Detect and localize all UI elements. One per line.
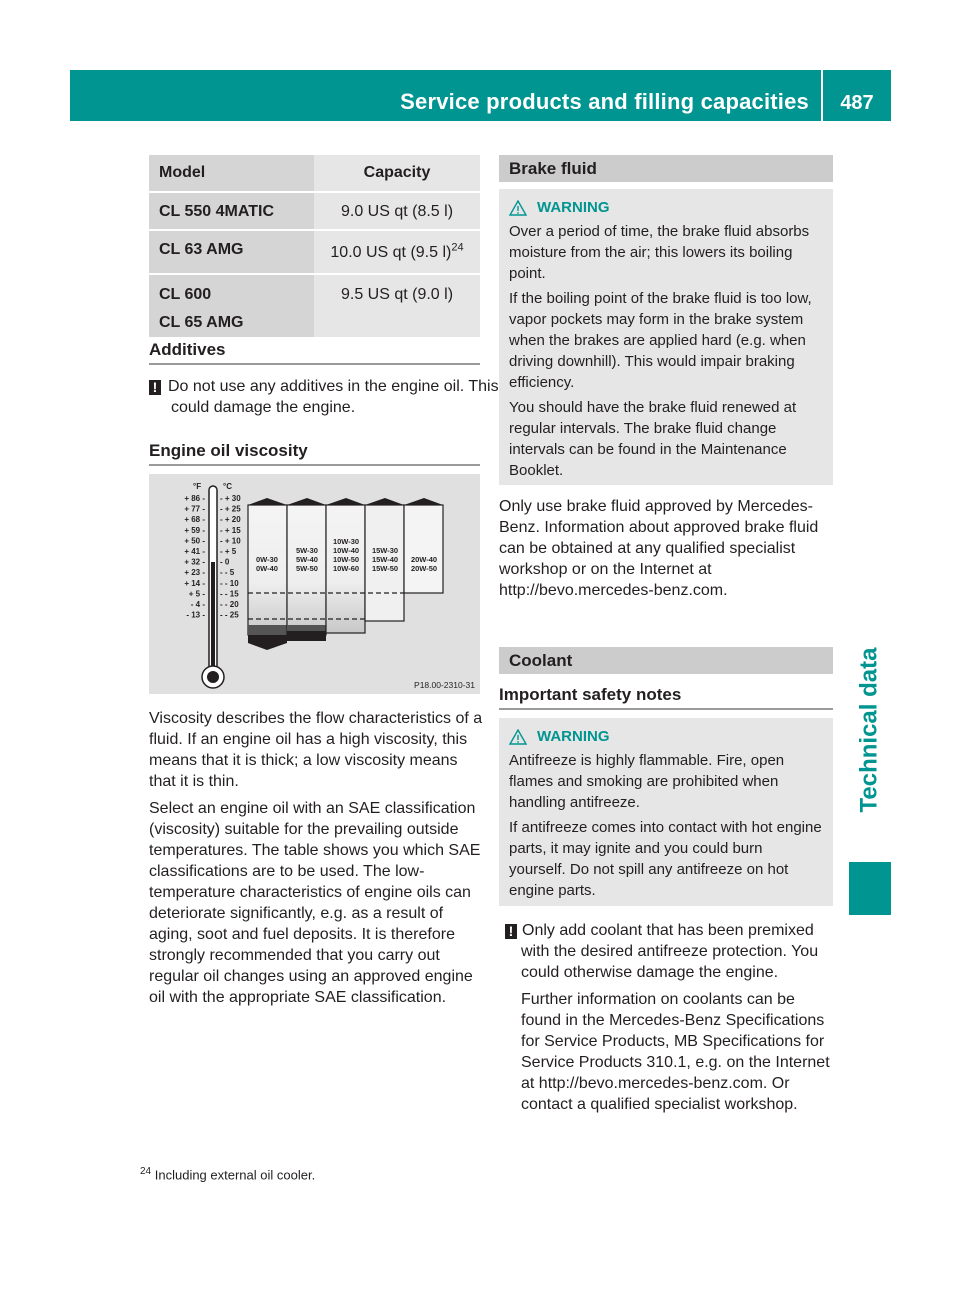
model-cell: CL 550 4MATIC [149,192,314,230]
grade-label: 0W-30 [256,555,278,564]
warning-paragraph: Over a period of time, the brake fluid absorbs moisture from the air; this lowers its boiling point. [509,223,810,282]
table-row [149,230,480,274]
grade-label: 10W-50 [332,555,360,564]
model-cell [149,274,314,337]
fahrenheit-label: °F [193,482,202,491]
footnote-ref: 24 [451,241,464,254]
brake-fluid-heading: Brake fluid [499,155,833,182]
warning-label: WARNING [537,199,610,216]
capacity-value: 10.0 US qt (9.5 l) [330,244,452,261]
celsius-tick: - + 10 [220,536,241,546]
fahrenheit-tick: + 50 - [184,536,205,546]
grade-label: 15W-50 [371,564,399,573]
fahrenheit-tick: + 5 - [188,589,205,599]
celsius-tick: - + 25 [220,504,241,514]
table-row [149,192,480,230]
fahrenheit-tick: + 41 - [184,547,205,556]
additives-notice [149,376,506,418]
celsius-tick: - + 5 [220,547,237,556]
oil-capacity-table [149,155,480,337]
warning-paragraph: If antifreeze comes into contact with hot engine parts, it may ignite and you could burn yourself. Do not spill any antifreeze on hot engine parts. [509,819,822,899]
celsius-tick: - + 20 [220,515,241,525]
grade-label: 15W-30 [371,546,399,555]
celsius-tick: - - 20 [220,600,239,609]
warning-paragraph: Antifreeze is highly flammable. Fire, open flames and smoking are prohibited when handling antifreeze. [509,752,785,811]
coolant-notice [505,920,837,1115]
warning-label: WARNING [537,728,610,745]
fahrenheit-tick: + 77 - [184,504,205,514]
page-header-bar [70,70,821,121]
warning-paragraph: If the boiling point of the brake fluid is too low, vapor pockets may form in the brake system when the brakes are applied hard (e.g. when driving downhill). This would impair braking efficiency. [509,290,812,391]
grade-label: 10W-60 [332,564,360,573]
grade-label: 20W-40 [410,555,438,564]
additives-heading: Additives [149,340,480,365]
notice-exclamation-icon: ! [505,924,517,939]
grade-label: 15W-40 [371,555,399,564]
model-name: CL 600 [159,286,212,303]
celsius-tick: - + 30 [220,494,241,503]
grade-label: 10W-40 [332,546,360,555]
viscosity-heading: Engine oil viscosity [149,441,480,466]
fahrenheit-tick: + 86 - [184,494,205,503]
celsius-tick: - - 25 [220,610,239,620]
figure-id: P18.00-2310-31 [414,680,475,690]
fahrenheit-tick: + 68 - [184,515,205,525]
section-side-tab [847,600,891,860]
oil-viscosity-chart [149,474,480,694]
celsius-label: °C [223,482,232,491]
coolant-warning [499,718,833,906]
celsius-tick: - - 5 [220,568,235,578]
coolant-heading: Coolant [499,647,833,674]
fahrenheit-tick: + 14 - [184,578,205,588]
notice-paragraph: Further information on coolants can be found in the Mercedes-Benz Specifications for Service Products, MB Specifications for Service Products 310.1, e.g. on the Internet at http://bevo.mercedes-benz.com. Or contact a qualified specialist workshop. [521,991,830,1113]
capacity-cell [314,230,480,274]
model-name: CL 65 AMG [159,314,244,331]
page-number: 487 [823,70,891,121]
fahrenheit-tick: - 4 - [190,600,205,609]
viscosity-chart-graphic [149,474,480,694]
section-side-tab-marker [849,862,891,915]
footnote [140,1166,315,1182]
viscosity-paragraph: Viscosity describes the flow characteristics of a fluid. If an engine oil has a high viscosity, this means that it is thick; a low viscosity means that it is thin. [149,710,483,790]
notice-exclamation-icon: ! [149,380,161,395]
footnote-number: 24 [140,1166,152,1177]
table-header-row [149,155,480,192]
celsius-tick: - - 10 [220,578,239,588]
fahrenheit-tick: + 32 - [184,557,205,567]
additives-notice-text: Do not use any additives in the engine oil. This could damage the engine. [168,378,499,416]
section-side-tab-label: Technical data [855,647,883,813]
warning-triangle-icon [509,200,527,216]
viscosity-paragraph: Select an engine oil with an SAE classification (viscosity) suitable for the prevailing outside temperatures. The table shows you which SAE classifications are to be used. The low-temperature characteristics of engine oils can deteriorate significantly, e.g. as a result of aging, soot and fuel deposits. It is therefore strongly recommended that you carry out regular oil changes using an approved engine oil with the appropriate SAE classification. [149,800,481,1006]
column-header-model: Model [149,155,314,192]
brake-fluid-body: Only use brake fluid approved by Mercedes-Benz. Information about approved brake fluid can be obtained at any qualified specialist workshop or on the Internet at http://bevo.mercedes-benz.com. [499,498,819,599]
table-row [149,274,480,337]
page-header-title: Service products and filling capacities [400,89,809,114]
warning-triangle-icon [509,729,527,745]
warning-title [509,726,823,747]
grade-label: 10W-30 [332,537,360,546]
grade-label: 5W-50 [296,564,318,573]
coolant-safety-subheading: Important safety notes [499,685,833,710]
footnote-text: Including external oil cooler. [154,1167,316,1183]
fahrenheit-tick: + 23 - [184,568,205,578]
capacity-cell: 9.5 US qt (9.0 l) [314,274,480,337]
column-header-capacity: Capacity [314,155,480,192]
celsius-tick: - 0 [220,557,230,567]
viscosity-body [149,708,484,1008]
notice-paragraph [508,920,837,983]
fahrenheit-tick: - 13 - [186,610,205,620]
brake-fluid-warning [499,189,833,485]
model-cell: CL 63 AMG [149,230,314,274]
grade-label: 5W-40 [296,555,318,564]
celsius-tick: - + 15 [220,525,241,535]
notice-text: Only add coolant that has been premixed with the desired antifreeze protection. You could otherwise damage the engine. [521,922,819,981]
fahrenheit-tick: + 59 - [184,525,205,535]
celsius-tick: - - 15 [220,589,239,599]
grade-label: 0W-40 [256,564,278,573]
warning-paragraph: You should have the brake fluid renewed at regular intervals. The brake fluid change intervals can be found in the Maintenance Booklet. [509,399,797,479]
grade-label: 20W-50 [410,564,438,573]
warning-title [509,197,823,218]
capacity-cell: 9.0 US qt (8.5 l) [314,192,480,230]
grade-label: 5W-30 [296,546,318,555]
